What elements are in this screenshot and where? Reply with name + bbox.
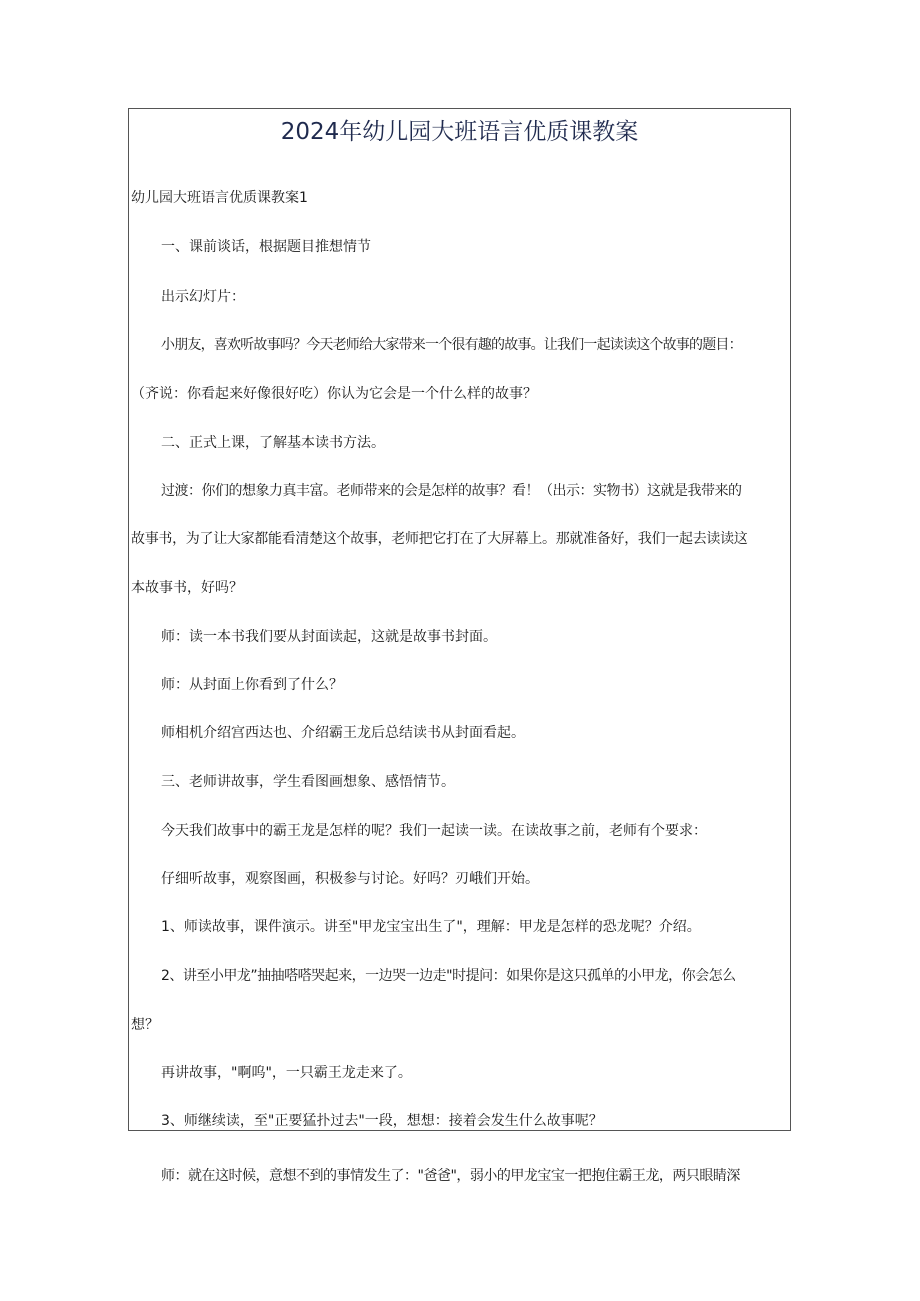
paragraph-line: 1、师读故事，课件演示。讲至"甲龙宝宝出生了"，理解：甲龙是怎样的恐龙呢？介绍。 [161, 919, 701, 935]
paragraph-line: 出示幻灯片： [161, 289, 245, 305]
paragraph-line: 小朋友，喜欢听故事吗？今天老师给大家带来一个很有趣的故事。让我们一起读读这个故事的题目： [161, 337, 742, 353]
paragraph-line: 想？ [131, 1017, 159, 1033]
paragraph-line: 本故事书，好吗？ [131, 580, 243, 596]
paragraph-line: 师：从封面上你看到了什么？ [161, 677, 343, 693]
paragraph-line: 二、正式上课，了解基本读书方法。 [161, 435, 385, 451]
paragraph-line: 故事书，为了让大家都能看清楚这个故事，老师把它打在了大屏幕上。那就准备好，我们一起去读读这 [131, 531, 748, 547]
document-title: 2024年幼儿园大班语言优质课教案 [280, 119, 639, 145]
paragraph-line: 再讲故事，"啊呜"，一只霸王龙走来了。 [161, 1065, 412, 1081]
paragraph-line: 三、老师讲故事，学生看图画想象、感悟情节。 [161, 774, 455, 790]
paragraph-line: 仔细听故事，观察图画，积极参与讨论。好吗？刃峨们开始。 [161, 871, 539, 887]
paragraph-line: 2、讲至小甲龙”抽抽嗒嗒哭起来，一边哭一边走"时提问：如果你是这只孤单的小甲龙，你会怎么 [161, 968, 736, 984]
paragraph-line: 师：读一本书我们要从封面读起，这就是故事书封面。 [161, 629, 497, 645]
paragraph-line: 一、课前谈话，根据题目推想情节 [161, 239, 371, 255]
paragraph-line: 过渡：你们的想象力真丰富。老师带来的会是怎样的故事？看！（出示：实物书）这就是我带来的 [161, 483, 742, 499]
paragraph-line: （齐说：你看起来好像很好吃）你认为它会是一个什么样的故事？ [131, 386, 537, 402]
section-heading: 幼儿园大班语言优质课教案1 [131, 190, 308, 206]
paragraph-line: 3、师继续读，至"正要猛扑过去"一段，想想：接着会发生什么故事呢？ [161, 1113, 603, 1129]
paragraph-line: 师相机介绍宫西达也、介绍霸王龙后总结读书从封面看起。 [161, 725, 525, 741]
paragraph-line: 今天我们故事中的霸王龙是怎样的呢？我们一起读一读。在读故事之前，老师有个要求： [161, 823, 707, 839]
paragraph-line: 师：就在这时候，意想不到的事情发生了："爸爸"，弱小的甲龙宝宝一把抱住霸王龙，两只眼睛深 [161, 1168, 740, 1184]
